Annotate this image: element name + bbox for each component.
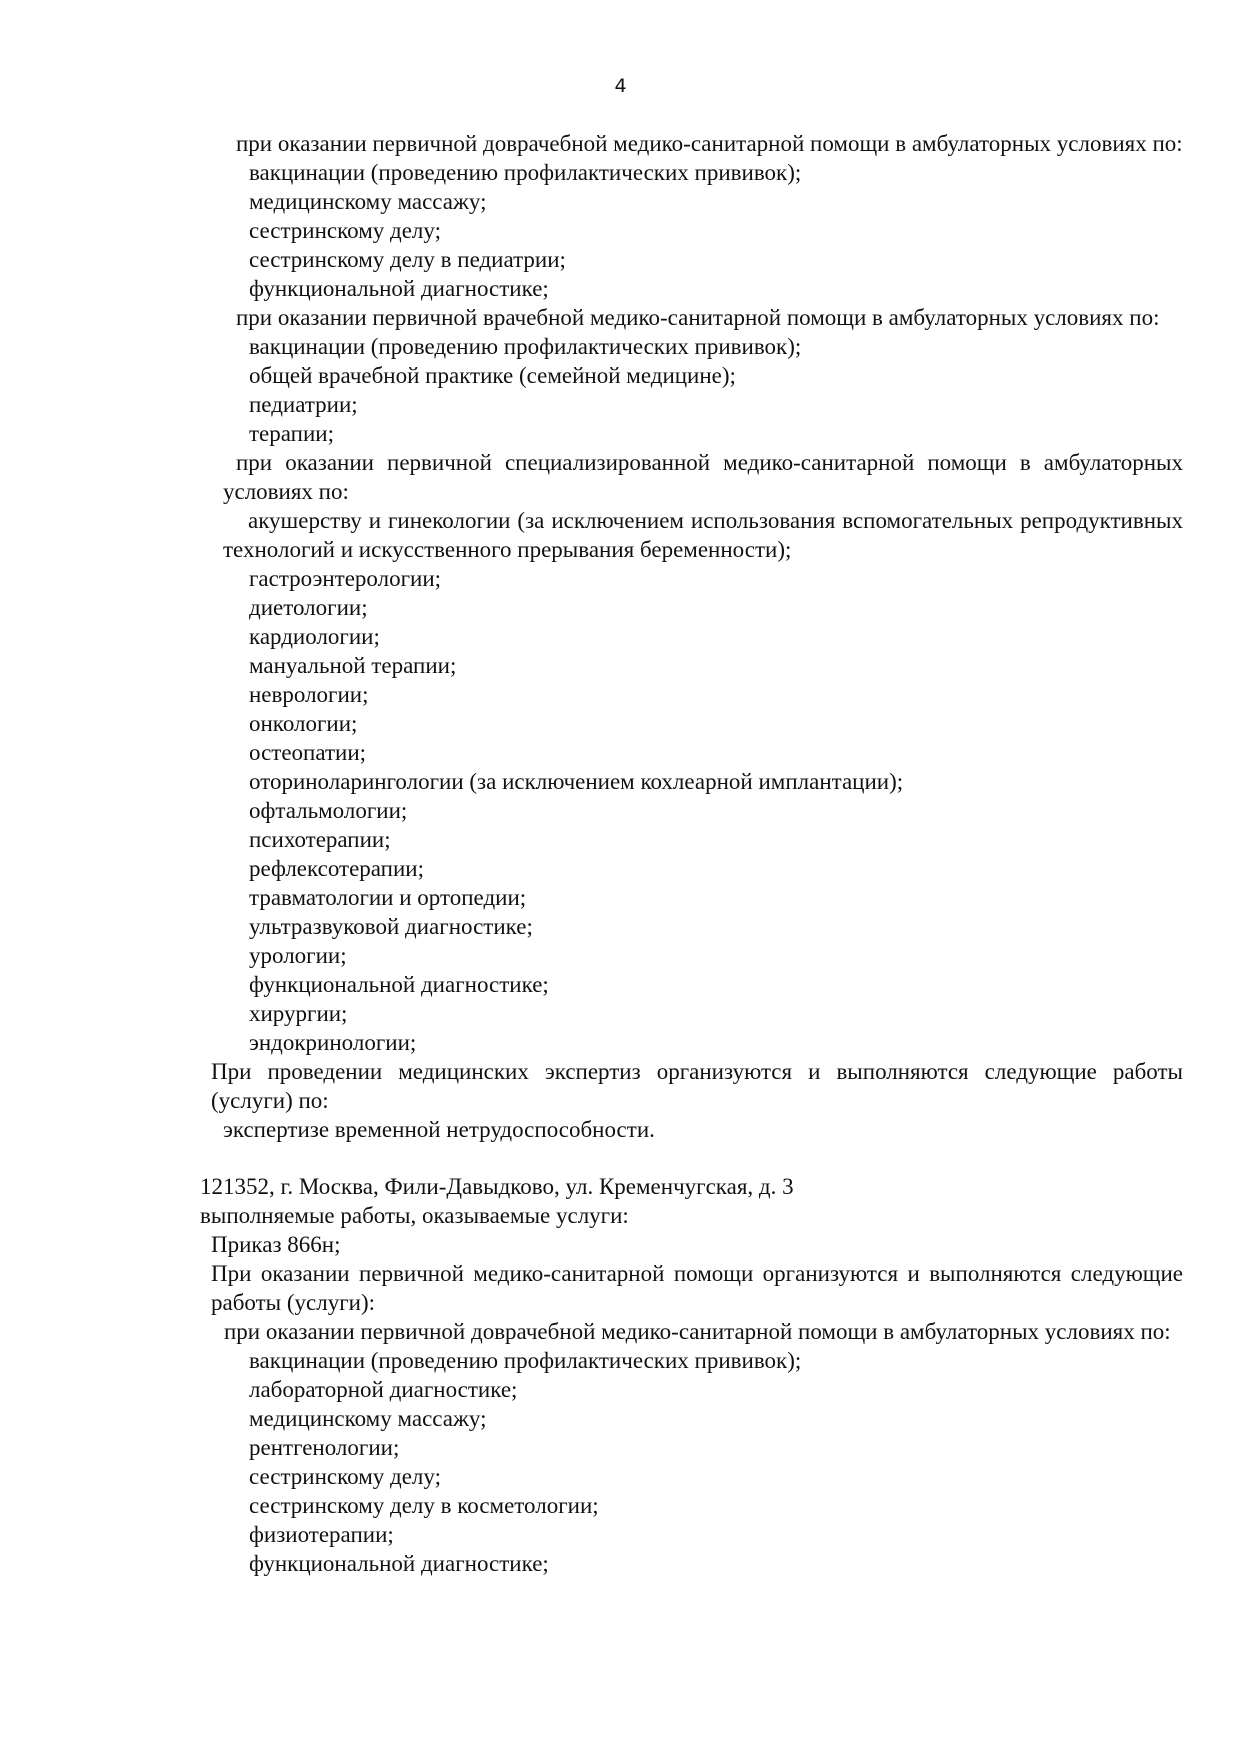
- order-reference: Приказ 866н;: [211, 1232, 341, 1257]
- list-item: диетологии;: [249, 595, 368, 620]
- list-item: остеопатии;: [249, 740, 367, 765]
- list-item: офтальмологии;: [249, 798, 408, 823]
- list-item: сестринскому делу;: [249, 218, 441, 243]
- paragraph-specialized-care: при оказании первичной специализированной медико-санитарной помощи в амбулаторных условиях по:: [223, 450, 1183, 504]
- list-item: эндокринологии;: [249, 1030, 417, 1055]
- paragraph-primary-physician-care: при оказании первичной врачебной медико-санитарной помощи в амбулаторных условиях по:: [236, 305, 1160, 330]
- list-item: функциональной диагностике;: [249, 276, 549, 301]
- list-item: травматологии и ортопедии;: [249, 885, 527, 910]
- paragraph-primary-care-works: При оказании первичной медико-санитарной помощи организуются и выполняются следующие работы (услуги):: [211, 1261, 1183, 1315]
- list-item: рефлексотерапии;: [249, 856, 424, 881]
- list-item: вакцинации (проведению профилактических прививок);: [249, 334, 802, 359]
- list-item: вакцинации (проведению профилактических прививок);: [249, 160, 802, 185]
- list-item: общей врачебной практике (семейной медицине);: [249, 363, 736, 388]
- list-item-obstetrics: акушерству и гинекологии (за исключением использования вспомогательных репродуктивных технологий и искусственного прерывания беременности);: [223, 508, 1183, 562]
- list-item: гастроэнтерологии;: [249, 566, 442, 591]
- list-item: функциональной диагностике;: [249, 972, 549, 997]
- list-item: онкологии;: [249, 711, 358, 736]
- list-item: лабораторной диагностике;: [249, 1377, 518, 1402]
- list-item: медицинскому массажу;: [249, 189, 487, 214]
- list-item: ультразвуковой диагностике;: [249, 914, 533, 939]
- license-text-section-1: [200, 129, 1183, 1578]
- paragraph-prehospital-care: при оказании первичной доврачебной медико-санитарной помощи в амбулаторных условиях по:: [236, 131, 1183, 156]
- list-item: неврологии;: [249, 682, 369, 707]
- list-item: мануальной терапии;: [249, 653, 457, 678]
- paragraph-prehospital-care-2: при оказании первичной доврачебной медико-санитарной помощи в амбулаторных условиях по:: [224, 1319, 1171, 1344]
- services-heading: выполняемые работы, оказываемые услуги:: [200, 1203, 629, 1228]
- address-line: 121352, г. Москва, Фили-Давыдково, ул. Кременчугская, д. 3: [200, 1174, 794, 1199]
- list-item: хирургии;: [249, 1001, 348, 1026]
- list-item: педиатрии;: [249, 392, 358, 417]
- list-item: рентгенологии;: [249, 1435, 400, 1460]
- address-block: [200, 1172, 1183, 1230]
- list-item: сестринскому делу в косметологии;: [249, 1493, 599, 1518]
- list-item: вакцинации (проведению профилактических прививок);: [249, 1348, 802, 1373]
- list-item: сестринскому делу в педиатрии;: [249, 247, 566, 272]
- list-item-temporary-disability: экспертизе временной нетрудоспособности.: [223, 1117, 655, 1142]
- list-item: урологии;: [249, 943, 347, 968]
- paragraph-medical-expertise: При проведении медицинских экспертиз организуются и выполняются следующие работы (услуги) по:: [211, 1059, 1183, 1113]
- list-item: психотерапии;: [249, 827, 391, 852]
- list-item: кардиологии;: [249, 624, 380, 649]
- list-item: оториноларингологии (за исключением кохлеарной имплантации);: [249, 769, 904, 794]
- list-item: сестринскому делу;: [249, 1464, 441, 1489]
- list-item: терапии;: [249, 421, 334, 446]
- page-number: 4: [614, 75, 627, 97]
- section-gap: [236, 1144, 1183, 1172]
- list-item: физиотерапии;: [249, 1522, 394, 1547]
- list-item: функциональной диагностике;: [249, 1551, 549, 1576]
- list-item: медицинскому массажу;: [249, 1406, 487, 1431]
